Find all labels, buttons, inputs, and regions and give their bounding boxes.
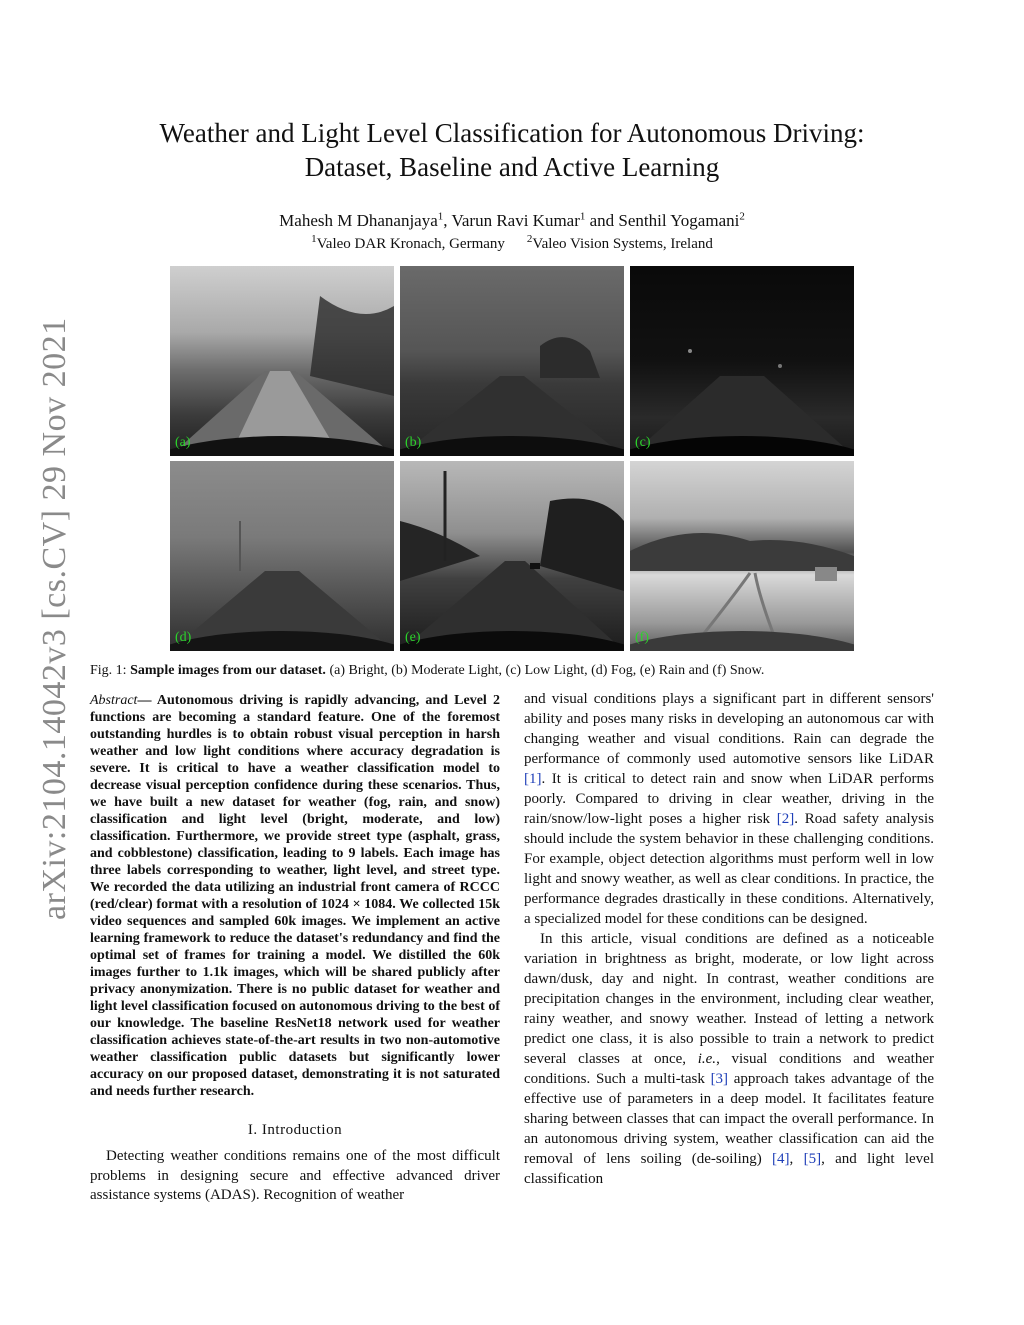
abstract (90, 692, 500, 1100)
caption-prefix: Fig. 1: (90, 663, 131, 678)
panel-label-e: (e) (405, 630, 421, 645)
author-3-sup: 2 (739, 210, 745, 223)
right-paragraph-1 (524, 689, 934, 929)
paper-title (100, 116, 924, 184)
caption-bold: Sample images from our dataset. (130, 663, 326, 678)
affil-2-sup: 2 (526, 233, 533, 245)
left-column (90, 692, 500, 1206)
panel-label-b: (b) (405, 435, 422, 450)
figure-1-grid (170, 266, 855, 651)
panel-label-a: (a) (175, 435, 191, 450)
text-span: , and light level classification (524, 1151, 935, 1187)
citation-link[interactable]: [2] (776, 811, 795, 827)
panel-label-d: (d) (175, 630, 192, 645)
panel-label-f: (f) (635, 630, 649, 645)
author-2-sup: 1 (579, 210, 586, 223)
abstract-text: — Autonomous driving is rapidly advancing, and Level 2 functions are becoming a standard feature. One of the foremost outstanding hurdles is to obtain robust visual perception in harsh weather and low light conditions where accuracy degradation is severe. It is critical to have a weather classification model to decrease visual perception confidence during these scenarios. Thus, we have built a new dataset for weather (fog, rain, and snow) classification and light level (bright, moderate, and low) classification. Furthermore, we provide street type (asphalt, grass, and cobblestone) classification, leading to 9 labels. Each image has three labels corresponding to weather, light level, and street type. We recorded the data utilizing an industrial front camera of RCCC (red/clear) format with a resolution of 1024 × 1084. We collected 15k video sequences and sampled 60k images. We implement an active learning framework to reduce the dataset's redundancy and find the optimal set of frames for training a model. We distilled the 60k images further to 1.1k images, which will be shared publicly after privacy anonymization. There is no public dataset for weather and light level classification focused on autonomous driving to the best of our knowledge. The baseline ResNet18 network used for weather classification achieves state-of-the-art results in two non-automotive weather classification public datasets but significantly lower accuracy on our proposed dataset, demonstrating it is not saturated and needs further research. (90, 693, 500, 1099)
text-span: . Road safety analysis should include the system behavior in these challenging conditions. For example, object detection algorithms must perform well in low light and snowy weather, as well as clear conditions. In practice, the performance degrades drastically in these conditions. Alternatively, a specialized model for these conditions can be designed. (524, 811, 934, 927)
text-span: , visual conditions and weather conditions. Such a multi-task (524, 1051, 934, 1087)
author-1: Mahesh M Dhananjaya (279, 211, 438, 230)
text-span: . It is critical to detect rain and snow when LiDAR performs poorly. Compared to driving in clear weather, driving in the rain/snow/low-light poses a higher risk (524, 771, 934, 827)
author-list (100, 210, 924, 232)
citation-link[interactable]: [4] (772, 1151, 790, 1167)
right-paragraph-2 (524, 929, 934, 1189)
road-low-light-image (630, 266, 854, 456)
citation-link[interactable]: [3] (710, 1071, 729, 1087)
affiliation-1: Valeo DAR Kronach, Germany (316, 236, 505, 252)
author-3: and Senthil Yogamani (585, 211, 740, 230)
text-span: and visual conditions plays a significant part in different sensors' ability and poses many risks in developing an autonomous car with changing weather and visual conditions. Rain can degrade the performance of commonly used automotive sensors like LiDAR (524, 691, 934, 767)
road-rain-image (400, 461, 624, 651)
road-fog-image (170, 461, 394, 651)
road-moderate-light-image (400, 266, 624, 456)
figure-caption (90, 662, 940, 680)
affiliations (100, 234, 924, 254)
italic-ie: i.e. (697, 1051, 717, 1067)
citation-link[interactable]: [5] (803, 1151, 822, 1167)
abstract-label: Abstract (90, 693, 138, 708)
text-span: In this article, visual conditions are defined as a noticeable variation in brightness as bright, moderate, or low light across dawn/dusk, day and night. In contrast, weather conditions are precipitation changes in the environment, including clear weather, rainy weather, and snowy weather. Instead of letting a network predict one class, it is also possible to train a network to predict several classes at once, (524, 931, 934, 1067)
text-span: , (789, 1151, 804, 1167)
affiliation-2: Valeo Vision Systems, Ireland (532, 236, 713, 252)
panel-label-c: (c) (635, 435, 651, 450)
right-column (524, 689, 934, 1189)
title-line-2: Dataset, Baseline and Active Learning (304, 152, 720, 182)
citation-link[interactable]: [1] (524, 771, 542, 787)
affil-1-sup: 1 (311, 233, 317, 245)
road-bright-image (170, 266, 394, 456)
section-heading: I. Introduction (247, 1122, 343, 1138)
author-2: , Varun Ravi Kumar (443, 211, 580, 230)
author-1-sup: 1 (437, 210, 444, 223)
caption-rest: (a) Bright, (b) Moderate Light, (c) Low Light, (d) Fog, (e) Rain and (f) Snow. (325, 663, 765, 678)
arxiv-stamp: arXiv:2104.14042v3 [cs.CV] 29 Nov 2021 (36, 317, 73, 920)
road-snow-image (630, 461, 854, 651)
intro-paragraph: Detecting weather conditions remains one of the most difficult problems in designing secure and effective advanced driver assistance systems (ADAS). Recognition of weather (90, 1148, 500, 1203)
text-span: approach takes advantage of the effective use of parameters in a deep model. It facilitates feature sharing between classes that can impact the overall performance. In an autonomous driving system, weather classification can aid the removal of lens soiling (de-soiling) (524, 1071, 934, 1167)
title-line-1: Weather and Light Level Classification for Autonomous Driving: (159, 118, 865, 148)
